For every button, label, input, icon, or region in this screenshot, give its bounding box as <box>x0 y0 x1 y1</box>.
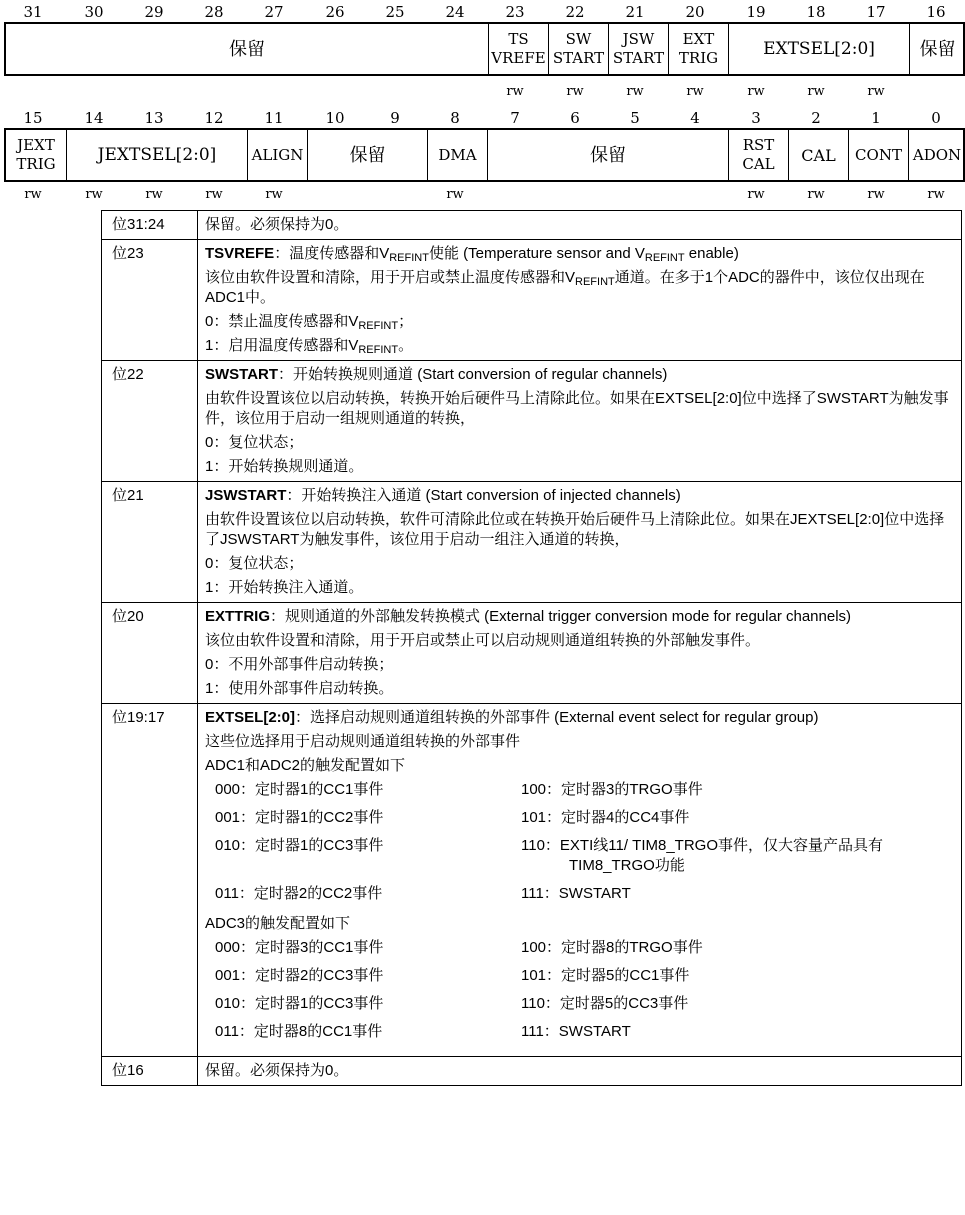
field-reserved-7-4: 保留 <box>487 130 728 180</box>
bit-description: SWSTART：开始转换规则通道 (Start conversion of regular channels) 由软件设置该位以启动转换，转换开始后硬件马上清除此位。如果在EXTSEL[2:0]位中选择了SWSTART为触发事件，该位用于启动一组规则通道的转换， 0：复位状态； 1：开始转换规则通道。 <box>198 361 962 482</box>
bit-number: 21 <box>625 3 645 21</box>
field-jexttrig: JEXT TRIG <box>16 136 56 173</box>
access-rw: rw <box>626 84 644 99</box>
bit-number: 23 <box>505 3 525 21</box>
bit-description: 保留。必须保持为0。 <box>198 1057 962 1086</box>
field-rstcal: RST CAL <box>728 130 788 180</box>
access-rw: rw <box>747 84 765 99</box>
access-rw: rw <box>145 187 163 202</box>
access-rw: rw <box>927 187 945 202</box>
field-reserved-10-9: 保留 <box>307 130 427 180</box>
bit-number: 14 <box>84 109 104 127</box>
table-row <box>102 211 962 240</box>
bit-label: 位20 <box>102 603 198 704</box>
bit-number: 31 <box>23 3 43 21</box>
bit-number: 24 <box>445 3 465 21</box>
bit-label: 位31:24 <box>102 211 198 240</box>
bit-number: 0 <box>931 109 941 127</box>
table-row <box>102 704 962 1057</box>
bit-number: 5 <box>630 109 640 127</box>
bit-number: 16 <box>926 3 946 21</box>
field-swstart: SW START <box>548 24 608 74</box>
bit-number: 28 <box>204 3 224 21</box>
access-rw: rw <box>566 84 584 99</box>
adc3-trigger-list: 000：定时器3的CC1事件 100：定时器8的TRGO事件 001：定时器2的CC3事件 101：定时器5的CC1事件 010：定时器1的CC3事件 110：定时器5的CC3事件 011：定时器8的CC1事件 111：SWSTART <box>215 939 703 1040</box>
bit-number: 10 <box>325 109 345 127</box>
access-rw: rw <box>807 187 825 202</box>
bit-number: 11 <box>264 109 284 127</box>
bit-number: 26 <box>325 3 345 21</box>
access-rw: rw <box>686 84 704 99</box>
access-rw: rw <box>867 187 885 202</box>
bit-number: 30 <box>84 3 104 21</box>
field-cal: CAL <box>788 130 848 180</box>
bit-number: 25 <box>385 3 405 21</box>
lower-bit-numbers <box>4 108 965 128</box>
table-row <box>102 1057 962 1086</box>
bit-description: TSVREFE：温度传感器和$V_{REFINT}$使能 (Temperature sensor and $V_{REFINT}$ enable) 该位由软件设置和清除，用于开启或禁止温度传感器和$V_{REFINT}$通道。在多于1个ADC的器件中，该位仅出现在ADC1中。 0：禁止温度传感器和$V_{REFINT}$； 1：启用温度传感器和$V_{REFINT}$。 <box>198 240 962 361</box>
register-lower-row <box>4 128 965 182</box>
bit-label: 位19:17 <box>102 704 198 1057</box>
bit-number: 4 <box>690 109 700 127</box>
field-extsel: EXTSEL[2:0] <box>728 24 909 74</box>
field-align: ALIGN <box>247 130 307 180</box>
bit-number: 13 <box>144 109 164 127</box>
upper-bit-numbers <box>4 2 965 22</box>
register-upper-row <box>4 22 965 76</box>
field-jextsel: JEXTSEL[2:0] <box>66 130 247 180</box>
field-adon: ADON <box>908 130 965 180</box>
table-row <box>102 603 962 704</box>
field-tsvrefe: TS VREFE <box>488 24 548 74</box>
bit-description-table <box>101 210 962 1086</box>
access-rw: rw <box>807 84 825 99</box>
bit-number: 19 <box>746 3 766 21</box>
bit-number: 12 <box>204 109 224 127</box>
lower-access-row <box>4 187 965 203</box>
bit-label: 位16 <box>102 1057 198 1086</box>
bit-description: EXTSEL[2:0]：选择启动规则通道组转换的外部事件 (External event select for regular group) 这些位选择用于启动规则通道组转换的外部事件 ADC1和ADC2的触发配置如下 000：定时器1的CC1事件 100：定时器3的TRGO事件 001：定时器1的CC2事件 101：定时器4的CC4事件 010：定时器1的CC3事件 110：EXTI线11/ TIM8_TRGO事件，仅大容量产品具有TIM8_TRGO功能 011：定时器2的CC2事件 111：SWSTART ADC3的触发配置如下 000：定时器3的CC1事件 100：定时器8的TRGO事件 001：定时器2的CC3事件 101：定时器5的CC1事件 010：定时器1的CC3事件 110：定时器5的CC3事件 011：定时器8的CC1事件 111：SWSTART <box>198 704 962 1057</box>
bit-number: 15 <box>23 109 43 127</box>
access-rw: rw <box>24 187 42 202</box>
bit-description: EXTTRIG：规则通道的外部触发转换模式 (External trigger conversion mode for regular channels) 该位由软件设置和清除，用于开启或禁止可以启动规则通道组转换的外部触发事件。 0：不用外部事件启动转换； 1：使用外部事件启动转换。 <box>198 603 962 704</box>
bit-number: 9 <box>390 109 400 127</box>
access-rw: rw <box>205 187 223 202</box>
bit-label: 位23 <box>102 240 198 361</box>
bit-number: 29 <box>144 3 164 21</box>
bit-number: 8 <box>450 109 460 127</box>
access-rw: rw <box>85 187 103 202</box>
bit-number: 2 <box>811 109 821 127</box>
bit-number: 17 <box>866 3 886 21</box>
field-reserved-16: 保留 <box>909 24 965 74</box>
bit-number: 6 <box>570 109 580 127</box>
field-jswstart: JSW START <box>608 24 668 74</box>
bit-number: 22 <box>565 3 585 21</box>
bit-number: 3 <box>751 109 761 127</box>
adc12-trigger-list: 000：定时器1的CC1事件 100：定时器3的TRGO事件 001：定时器1的CC2事件 101：定时器4的CC4事件 010：定时器1的CC3事件 110：EXTI线11/ TIM8_TRGO事件，仅大容量产品具有TIM8_TRGO功能 011：定时器2的CC2事件 111：SWSTART <box>215 781 884 902</box>
access-rw: rw <box>747 187 765 202</box>
field-reserved-31-24: 保留 <box>229 38 265 60</box>
bit-description: JSWSTART：开始转换注入通道 (Start conversion of injected channels) 由软件设置该位以启动转换，软件可清除此位或在转换开始后硬件马上清除此位。如果在JEXTSEL[2:0]位中选择了JSWSTART为触发事件，该位用于启动一组注入通道的转换， 0：复位状态； 1：开始转换注入通道。 <box>198 482 962 603</box>
field-dma: DMA <box>427 130 487 180</box>
bit-number: 20 <box>685 3 705 21</box>
bit-number: 18 <box>806 3 826 21</box>
access-rw: rw <box>867 84 885 99</box>
access-rw: rw <box>265 187 283 202</box>
access-rw: rw <box>446 187 464 202</box>
table-row <box>102 240 962 361</box>
bit-label: 位21 <box>102 482 198 603</box>
field-cont: CONT <box>848 130 908 180</box>
field-exttrig: EXT TRIG <box>668 24 728 74</box>
bit-description: 保留。必须保持为0。 <box>198 211 962 240</box>
table-row <box>102 361 962 482</box>
table-row <box>102 482 962 603</box>
bit-number: 7 <box>510 109 520 127</box>
access-rw: rw <box>506 84 524 99</box>
bit-number: 27 <box>264 3 284 21</box>
bit-label: 位22 <box>102 361 198 482</box>
upper-access-row <box>4 84 965 100</box>
bit-number: 1 <box>871 109 881 127</box>
